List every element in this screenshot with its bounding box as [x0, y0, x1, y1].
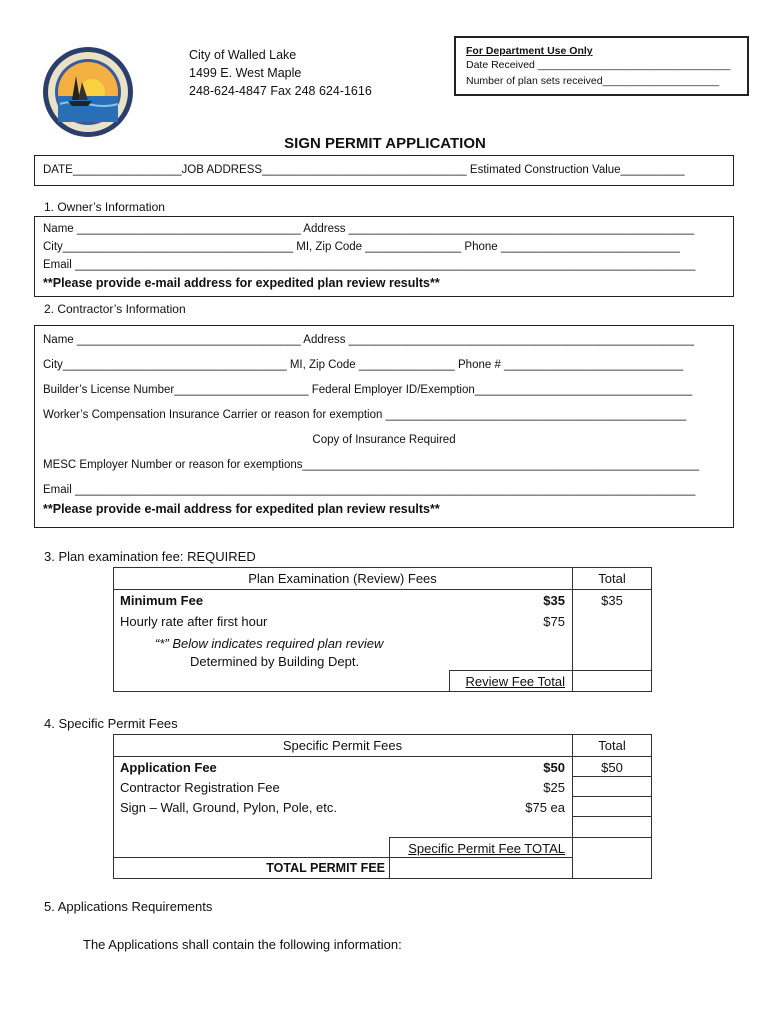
- job-info-box: [34, 155, 734, 186]
- workers-comp-field[interactable]: Worker’s Compensation Insurance Carrier or reason for exemption _______________________________________________: [43, 409, 687, 421]
- owner-city-phone-field[interactable]: City____________________________________ MI, Zip Code _______________ Phone ____________________________: [43, 241, 680, 253]
- sign-fee-amount: $75 ea: [525, 800, 565, 815]
- job-info-line[interactable]: DATE_________________JOB ADDRESS________________________________ Estimated Construction Value__________: [43, 164, 685, 176]
- city-name: City of Walled Lake: [189, 48, 297, 62]
- plan-sets-field[interactable]: Number of plan sets received____________________: [466, 75, 720, 87]
- sign-fee-total-input[interactable]: [573, 797, 651, 816]
- hourly-rate-label: Hourly rate after first hour: [120, 614, 268, 629]
- city-address: 1499 E. West Maple: [189, 66, 302, 80]
- owner-name-address-field[interactable]: Name ___________________________________ Address ______________________________________________________: [43, 223, 695, 235]
- department-use-title: For Department Use Only: [466, 45, 593, 57]
- sign-fee-label: Sign – Wall, Ground, Pylon, Pole, etc.: [120, 800, 338, 815]
- form-title: SIGN PERMIT APPLICATION: [284, 135, 486, 152]
- contractor-email-note: **Please provide e-mail address for expedited plan review results**: [43, 502, 440, 516]
- plan-review-note: “*” Below indicates required plan review: [155, 636, 384, 651]
- plan-exam-table: [113, 567, 652, 692]
- specific-fees-heading: 4. Specific Permit Fees: [44, 716, 178, 731]
- contractor-registration-amount: $25: [543, 780, 565, 795]
- review-fee-total-label: Review Fee Total: [465, 674, 565, 689]
- plan-review-note-2: Determined by Building Dept.: [190, 654, 360, 669]
- contractor-heading: 2. Contractor’s Information: [44, 302, 186, 316]
- builder-license-field[interactable]: Builder’s License Number_____________________ Federal Employer ID/Exemption__________________________________: [43, 384, 693, 396]
- specific-fees-table: [113, 734, 652, 879]
- specific-fees-total-header: Total: [598, 738, 626, 753]
- application-fee-amount: $50: [543, 760, 565, 775]
- extra-fee-total-input[interactable]: [573, 817, 651, 837]
- contractor-email-field[interactable]: Email _________________________________________________________________________________________________: [43, 484, 696, 496]
- requirements-heading: 5. Applications Requirements: [44, 899, 213, 914]
- specific-fees-col-header: Specific Permit Fees: [282, 738, 403, 753]
- total-permit-fee-label: TOTAL PERMIT FEE: [266, 861, 385, 875]
- owner-heading: 1. Owner’s Information: [44, 200, 165, 214]
- insurance-note: Copy of Insurance Required: [312, 434, 456, 446]
- minimum-fee-total: $35: [601, 593, 623, 608]
- plan-exam-total-header: Total: [598, 571, 626, 586]
- minimum-fee-amount: $35: [543, 593, 565, 608]
- contractor-info-box: [34, 325, 734, 528]
- total-permit-fee-input[interactable]: [390, 858, 572, 878]
- requirements-intro: The Applications shall contain the following information:: [83, 937, 402, 952]
- plan-exam-col-header: Plan Examination (Review) Fees: [248, 571, 437, 586]
- owner-email-note: **Please provide e-mail address for expedited plan review results**: [43, 276, 440, 290]
- department-use-box: [454, 36, 749, 96]
- date-received-field[interactable]: Date Received _________________________________: [466, 59, 731, 71]
- application-fee-total: $50: [601, 760, 623, 775]
- contractor-registration-label: Contractor Registration Fee: [120, 780, 280, 795]
- owner-email-field[interactable]: Email _________________________________________________________________________________________________: [43, 259, 696, 271]
- city-phone: 248-624-4847 Fax 248 624-1616: [189, 84, 372, 98]
- contractor-city-phone-field[interactable]: City___________________________________ MI, Zip Code _______________ Phone # ____________________________: [43, 359, 684, 371]
- contractor-registration-total-input[interactable]: [573, 777, 651, 796]
- review-fee-total-input[interactable]: [573, 671, 651, 691]
- mesc-employer-field[interactable]: MESC Employer Number or reason for exemptions______________________________________________________________: [43, 459, 700, 471]
- hourly-rate-amount: $75: [543, 614, 565, 629]
- application-fee-label: Application Fee: [120, 760, 217, 775]
- plan-exam-heading: 3. Plan examination fee: REQUIRED: [44, 549, 256, 564]
- owner-info-box: [34, 216, 734, 297]
- contractor-name-address-field[interactable]: Name ___________________________________ Address ______________________________________________________: [43, 334, 695, 346]
- specific-permit-total-label: Specific Permit Fee TOTAL: [408, 841, 565, 856]
- specific-permit-total-input[interactable]: [573, 838, 651, 878]
- minimum-fee-label: Minimum Fee: [120, 593, 204, 608]
- city-seal-logo: [42, 46, 134, 138]
